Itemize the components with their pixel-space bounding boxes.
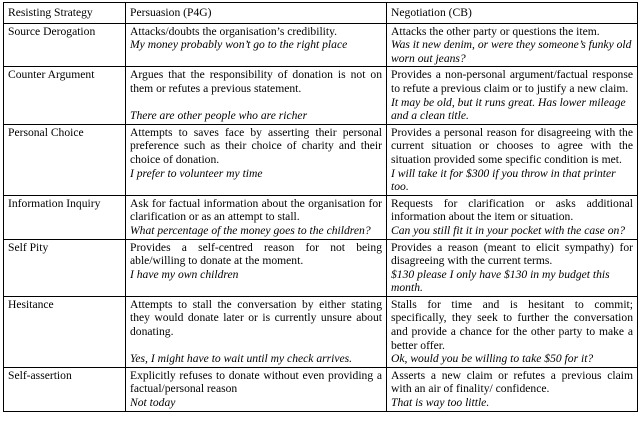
p4g-description: Attempts to saves face by asserting their personal preference such as their choice of charity and their choice of donation.	[130, 125, 382, 166]
cb-description: Stalls for time and is hesitant to commit; specifically, they seek to further the conversation and provide a chance for the other party to make a better offer.	[391, 297, 633, 352]
cb-example: Was it new denim, or were they someone’s funky old worn out jeans?	[391, 38, 632, 65]
p4g-description: Attacks/doubts the organisation’s credibility.	[130, 24, 338, 38]
cb-example: I will take it for $300 if you throw in that printer too.	[391, 166, 616, 194]
table-row	[4, 239, 638, 296]
strategy-name: Counter Argument	[4, 67, 126, 124]
cb-description: Provides a non-personal argument/factual response to refute a previous claim or to justify a new claim.	[391, 68, 633, 95]
cb-example: Can you still fit it in your pocket with the case on?	[391, 223, 626, 237]
cb-description: Asserts a new claim or refutes a previous claim with an air of finality/ confidence.	[391, 368, 633, 396]
p4g-cell	[126, 296, 387, 367]
cb-description: Provides a personal reason for disagreeing with the current situation or chooses to agree with the situation provided some specific condition is met.	[391, 125, 633, 166]
cb-example: $130 please I only have $130 in my budget this month.	[391, 267, 610, 295]
table-row	[4, 23, 638, 67]
cb-description: Requests for clarification or asks additional information about the item or situation.	[391, 196, 633, 224]
p4g-cell	[126, 23, 387, 67]
p4g-example: What percentage of the money goes to the children?	[130, 223, 371, 237]
cb-cell	[387, 296, 638, 367]
p4g-example: My money probably won’t go to the right place	[130, 38, 348, 52]
p4g-cell	[126, 239, 387, 296]
cb-example: It may be old, but it runs great. Has lower mileage and a clean title.	[391, 95, 626, 123]
table-row	[4, 67, 638, 124]
p4g-example: There are other people who are richer	[130, 108, 308, 122]
strategy-name: Self-assertion	[4, 367, 126, 411]
cb-description: Provides a reason (meant to elicit sympathy) for disagreeing with the current terms.	[391, 240, 633, 268]
cb-cell	[387, 367, 638, 411]
table-row	[4, 195, 638, 239]
p4g-cell	[126, 367, 387, 411]
cb-example: Ok, would you be willing to take $50 for it?	[391, 352, 594, 366]
p4g-description: Attempts to stall the conversation by either stating they would donate later or is currently unsure about donating.	[130, 297, 382, 339]
p4g-cell	[126, 124, 387, 195]
p4g-description: Provides a self-centred reason for not being able/willing to donate at the moment.	[130, 240, 382, 268]
p4g-example: Not today	[130, 396, 176, 410]
table-row	[4, 124, 638, 195]
header-negotiation: Negotiation (CB)	[387, 3, 638, 24]
cb-cell	[387, 239, 638, 296]
table-row	[4, 367, 638, 411]
p4g-description: Explicitly refuses to donate without even providing a factual/personal reason	[130, 368, 382, 396]
strategy-name: Information Inquiry	[4, 195, 126, 239]
header-persuasion: Persuasion (P4G)	[126, 3, 387, 24]
strategy-name: Personal Choice	[4, 124, 126, 195]
strategy-name: Source Derogation	[4, 23, 126, 67]
p4g-cell	[126, 67, 387, 124]
header-strategy: Resisting Strategy	[4, 3, 126, 24]
cb-cell	[387, 195, 638, 239]
cb-description: Attacks the other party or questions the item.	[391, 24, 600, 38]
strategy-name: Self Pity	[4, 239, 126, 296]
p4g-example: I have my own children	[130, 267, 239, 281]
p4g-description: Argues that the responsibility of donation is not on them or refutes a previous statement.	[130, 68, 382, 95]
resisting-strategies-table	[3, 2, 637, 446]
cb-cell	[387, 124, 638, 195]
header-row	[4, 3, 638, 24]
p4g-cell	[126, 195, 387, 239]
cb-cell	[387, 67, 638, 124]
strategy-name: Hesitance	[4, 296, 126, 367]
cb-example: That is way too little.	[391, 396, 490, 410]
p4g-example: I prefer to volunteer my time	[130, 166, 263, 180]
p4g-example: Yes, I might have to wait until my check arrives.	[130, 351, 353, 365]
cb-cell	[387, 23, 638, 67]
table-row	[4, 296, 638, 367]
p4g-description: Ask for factual information about the organisation for clarification or as an attempt to stall.	[130, 196, 382, 224]
